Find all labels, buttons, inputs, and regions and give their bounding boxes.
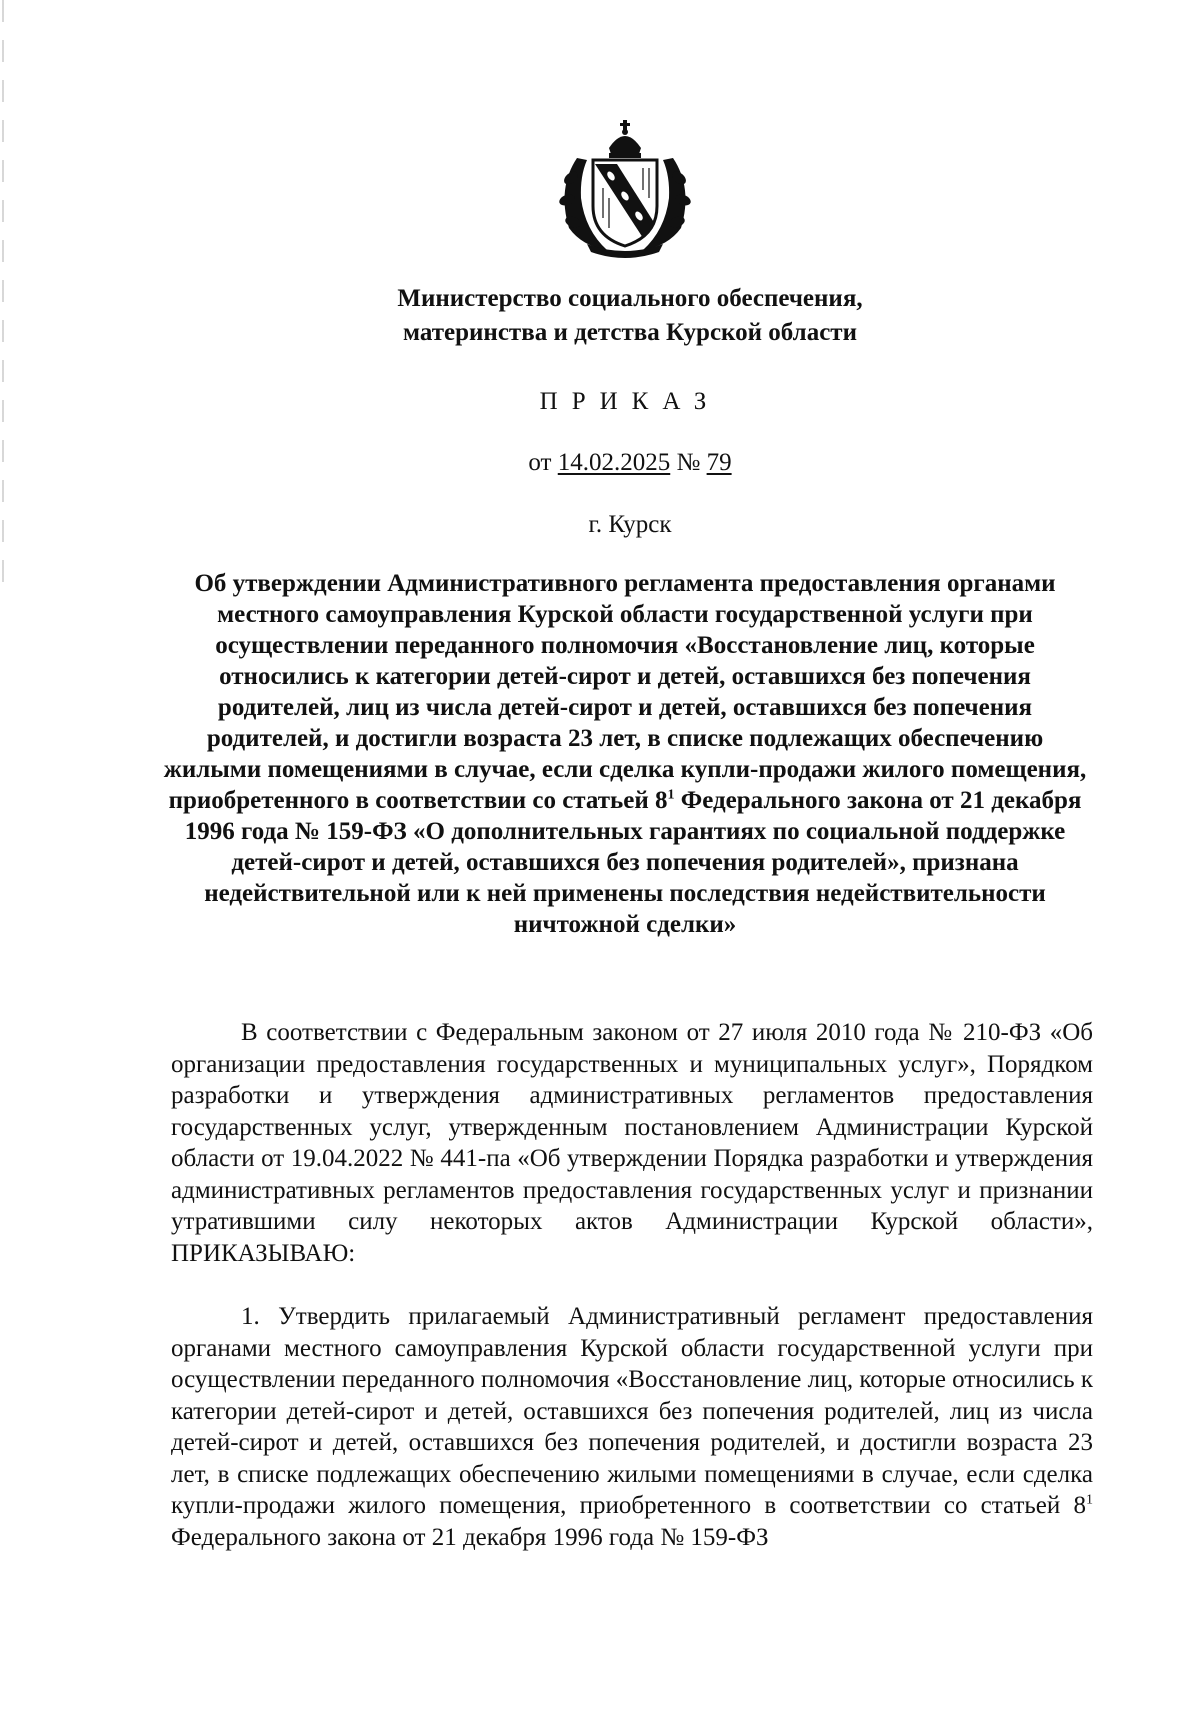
order-date-prefix: от [528, 449, 552, 476]
order-title: ПРИКАЗ [539, 388, 721, 415]
order-date: 14.02.2025 [557, 449, 671, 476]
subject-article-superscript: 1 [667, 787, 675, 803]
order-number: 79 [706, 449, 732, 476]
ministry-name [250, 282, 1010, 350]
clause-1-article-superscript: 1 [1086, 1492, 1093, 1508]
clause-1-text-part1: 1. Утвердить прилагаемый Административный регламент предоставления органами местного самоуправления Курской области государственной услуги при осуществлении переданного полномочия «Восстановление лиц, которые относились к категории детей-сирот и детей, оставшихся без попечения родителей, лиц из числа детей-сирот и детей, оставшихся без попечения родителей, и достигли возраста 23 лет, в списке подлежащих обеспечению жилыми помещениями в случае, если сделка купли-продажи жилого помещения, приобретенного в соответствии со статьей 8 [171, 1303, 1093, 1519]
preamble-paragraph: В соответствии с Федеральным законом от 27 июля 2010 года № 210-ФЗ «Об организации предоставления государственных и муниципальных услуг», Порядком разработки и утверждения административных регламентов предоставления государственных услуг, утвержденным постановлением Администрации Курской области от 19.04.2022 № 441-па «Об утверждении Порядка разработки и утверждения административных регламентов предоставления государственных услуг и признании утратившими силу некоторых актов Администрации Курской области», ПРИКАЗЫВАЮ: [171, 1019, 1093, 1267]
kursk-coat-of-arms-icon [547, 118, 703, 258]
city: г. Курск [588, 511, 672, 538]
clause-1-text-part2: Федерального закона от 21 декабря 1996 года № 159-ФЗ [171, 1523, 769, 1551]
subject-text-part2: Федерального закона от 21 декабря 1996 года № 159-ФЗ «О дополнительных гарантиях по социальной поддержке детей-сирот и детей, оставшихся без попечения родителей», признана недействительной или к ней применены последствия недействительности ничтожной сделки» [184, 787, 1082, 938]
clause-1-paragraph [171, 1301, 1093, 1553]
order-subject-title [160, 568, 1090, 940]
scan-edge-artifact [2, 0, 4, 600]
subject-text-part1: Об утверждении Административного регламента предоставления органами местного самоуправления Курской области государственной услуги при осуществлении переданного полномочия «Восстановление лиц, которые относились к категории детей-сирот и детей, оставшихся без попечения родителей, лиц из числа детей-сирот и детей, оставшихся без попечения родителей, и достигли возраста 23 лет, в списке подлежащих обеспечению жилыми помещениями в случае, если сделка купли-продажи жилого помещения, приобретенного в соответствии со статьей 8 [163, 570, 1087, 814]
order-number-sign: № [676, 449, 701, 476]
ministry-name-line2: материнства и детства Курской области [403, 319, 857, 346]
ministry-name-line1: Министерство социального обеспечения, [397, 285, 863, 312]
order-date-number [250, 449, 1010, 477]
